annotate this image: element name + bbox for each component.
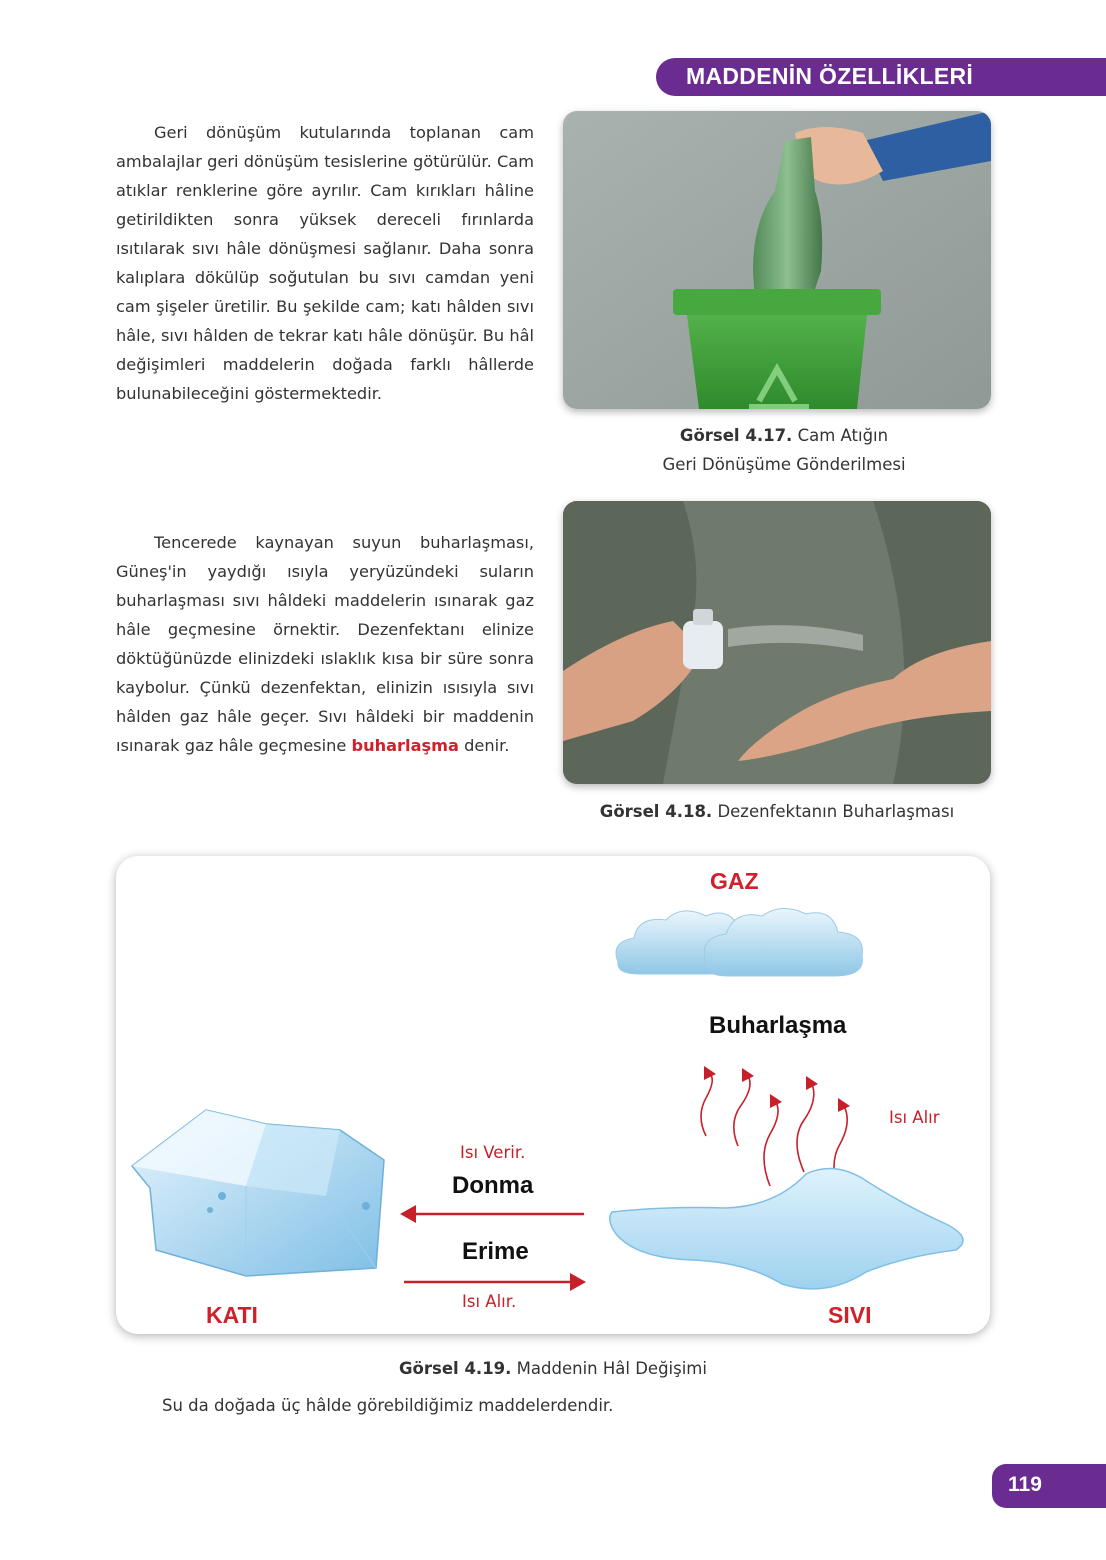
- figure-number: Görsel 4.17.: [679, 426, 793, 445]
- figure-title: Maddenin Hâl Değişimi: [516, 1359, 707, 1378]
- arrow-left-freezing: [400, 1202, 586, 1226]
- ice-cube-icon: [126, 1100, 386, 1280]
- figure-number: Görsel 4.18.: [599, 802, 713, 821]
- label-solid: KATI: [206, 1302, 258, 1328]
- label-liquid: SIVI: [828, 1302, 872, 1328]
- label-heat-taken: Isı Alır.: [462, 1292, 517, 1311]
- chapter-header: [656, 58, 1106, 96]
- figure-caption-4-17: [600, 421, 968, 479]
- water-puddle-icon: [606, 1162, 972, 1302]
- figure-caption-4-18: [585, 797, 969, 826]
- paragraph-evaporation-text: Tencerede kaynayan suyun buharlaşması, Güneş'in yaydığı ısıyla yeryüzündeki suların buharlaşması sıvı hâldeki maddelerin ısınarak gaz hâle geçmesine örnektir. Dezenfektanı elinize döktüğünüzde elinizdeki ıslaklık kısa bir süre sonra kaybolur. Çünkü dezenfektan, elinizin ısısıyla sıvı hâlden gaz hâle geçer. Sıvı hâldeki bir maddenin ısınarak gaz hâle geçmesine: [116, 533, 534, 755]
- closing-sentence: Su da doğada üç hâlde görebildiğimiz maddelerdendir.: [162, 1396, 614, 1415]
- page-number-tab: [992, 1464, 1106, 1508]
- label-evaporation: Buharlaşma: [709, 1012, 847, 1039]
- disinfectant-illustration: [563, 501, 991, 784]
- paragraph-evaporation-end: denir.: [464, 736, 510, 755]
- state-change-diagram: [116, 856, 990, 1334]
- figure-title: Dezenfektanın Buharlaşması: [717, 802, 955, 821]
- arrow-right-melting: [402, 1270, 588, 1294]
- figure-number: Görsel 4.19.: [399, 1359, 512, 1378]
- label-heat-given: Isı Verir.: [460, 1143, 526, 1162]
- page-number: 119: [1008, 1473, 1042, 1496]
- cloud-icon: [610, 902, 872, 980]
- paragraph-recycling: Geri dönüşüm kutularında toplanan cam ambalajlar geri dönüşüm tesislerine götürülür. Cam atıklar renklerine göre ayrılır. Cam kırıkları hâline getirildikten sonra yüksek dereceli fırınlarda ısıtılarak sıvı hâle dönüşmesi sağlanır. Daha sonra kalıplara dökülüp soğutulan bu sıvı camdan yeni cam şişeler üretilir. Bu şekilde cam; katı hâlden sıvı hâle, sıvı hâlden de tekrar katı hâle dönüşür. Bu hâl değişimleri maddelerin doğada farklı hâllerde bulunabileceğini göstermektedir.: [116, 123, 534, 403]
- label-melting: Erime: [462, 1238, 529, 1265]
- figure-title-line1: Cam Atığın: [797, 426, 889, 445]
- photo-disinfectant: [563, 501, 991, 784]
- label-heat-taken-evap: Isı Alır: [889, 1108, 940, 1127]
- keyword-evaporation: buharlaşma: [351, 736, 459, 755]
- chapter-title: MADDENİN ÖZELLİKLERİ: [686, 63, 974, 89]
- label-freezing: Donma: [452, 1172, 534, 1199]
- photo-glass-recycling: [563, 111, 991, 409]
- figure-title-line2: Geri Dönüşüme Gönderilmesi: [662, 455, 906, 474]
- paragraph-evaporation: [116, 528, 534, 760]
- glass-recycling-illustration: [563, 111, 991, 409]
- figure-caption-4-19: [380, 1354, 726, 1383]
- label-gas: GAZ: [710, 868, 759, 894]
